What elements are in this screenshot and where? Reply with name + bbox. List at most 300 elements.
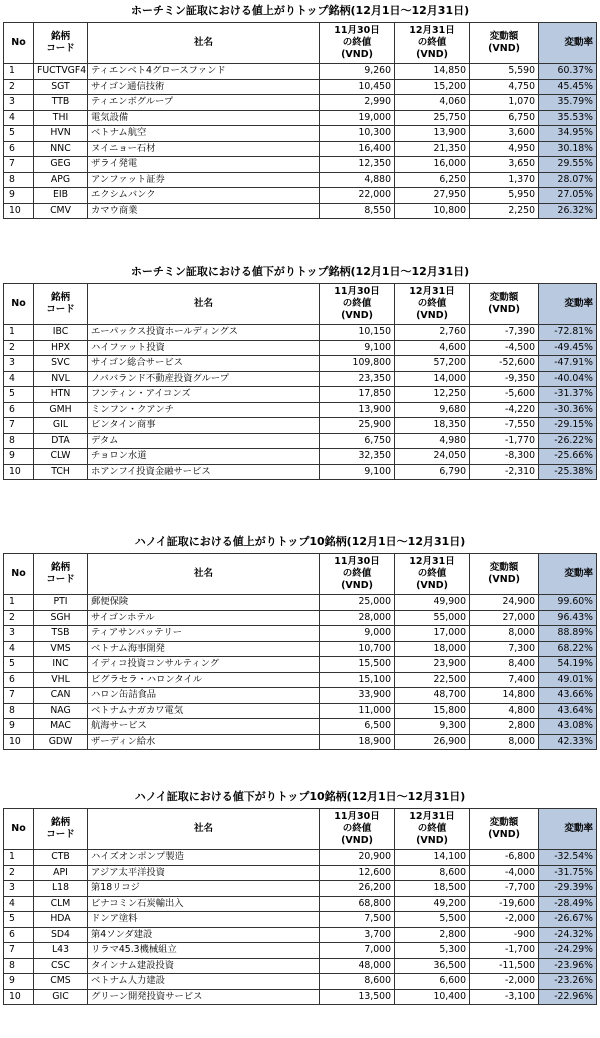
row-no: 6 bbox=[4, 141, 34, 157]
row-no: 10 bbox=[4, 989, 34, 1005]
stock-code: TTB bbox=[34, 95, 88, 111]
change-rate: 26.32% bbox=[539, 203, 597, 219]
row-no: 3 bbox=[4, 626, 34, 642]
close-nov30: 25,000 bbox=[320, 595, 395, 611]
ranking-table bbox=[3, 283, 597, 480]
change-rate: -25.66% bbox=[539, 449, 597, 465]
change-rate: -49.45% bbox=[539, 340, 597, 356]
change-rate: -23.26% bbox=[539, 974, 597, 990]
change-amount: 7,400 bbox=[470, 672, 539, 688]
row-no: 7 bbox=[4, 943, 34, 959]
close-nov30: 25,900 bbox=[320, 418, 395, 434]
table-row bbox=[4, 703, 597, 719]
close-dec31: 5,500 bbox=[395, 912, 470, 928]
table-row bbox=[4, 371, 597, 387]
company-name: ベトナム海事開発 bbox=[88, 641, 320, 657]
table-row bbox=[4, 927, 597, 943]
change-rate: 49.01% bbox=[539, 672, 597, 688]
header-close-after: 12月31日 の終値 (VND) bbox=[395, 23, 470, 64]
company-name: ビナコミン石炭輸出入 bbox=[88, 896, 320, 912]
row-no: 9 bbox=[4, 188, 34, 204]
close-dec31: 14,000 bbox=[395, 371, 470, 387]
stock-code: TSB bbox=[34, 626, 88, 642]
change-amount: -1,770 bbox=[470, 433, 539, 449]
change-rate: 28.07% bbox=[539, 172, 597, 188]
company-name: エーパックス投資ホールディングス bbox=[88, 325, 320, 341]
row-no: 7 bbox=[4, 157, 34, 173]
change-amount: 2,800 bbox=[470, 719, 539, 735]
close-dec31: 10,400 bbox=[395, 989, 470, 1005]
stock-code: NNC bbox=[34, 141, 88, 157]
close-nov30: 12,600 bbox=[320, 865, 395, 881]
close-nov30: 33,900 bbox=[320, 688, 395, 704]
change-rate: 43.08% bbox=[539, 719, 597, 735]
company-name: サイゴン総合サービス bbox=[88, 356, 320, 372]
table-row bbox=[4, 325, 597, 341]
close-dec31: 5,300 bbox=[395, 943, 470, 959]
stock-code: PTI bbox=[34, 595, 88, 611]
ranking-table bbox=[3, 22, 597, 219]
close-dec31: 9,680 bbox=[395, 402, 470, 418]
table-row bbox=[4, 719, 597, 735]
row-no: 6 bbox=[4, 927, 34, 943]
change-rate: -22.96% bbox=[539, 989, 597, 1005]
change-rate: 27.05% bbox=[539, 188, 597, 204]
close-nov30: 10,150 bbox=[320, 325, 395, 341]
row-no: 1 bbox=[4, 850, 34, 866]
stock-code: HDA bbox=[34, 912, 88, 928]
change-rate: 29.55% bbox=[539, 157, 597, 173]
close-dec31: 25,750 bbox=[395, 110, 470, 126]
table-row bbox=[4, 203, 597, 219]
company-name: イディコ投資コンサルティング bbox=[88, 657, 320, 673]
change-rate: 43.66% bbox=[539, 688, 597, 704]
row-no: 7 bbox=[4, 418, 34, 434]
company-name: カマウ商業 bbox=[88, 203, 320, 219]
close-nov30: 9,000 bbox=[320, 626, 395, 642]
row-no: 10 bbox=[4, 464, 34, 480]
close-dec31: 6,600 bbox=[395, 974, 470, 990]
row-no: 5 bbox=[4, 912, 34, 928]
change-rate: -25.38% bbox=[539, 464, 597, 480]
company-name: デタム bbox=[88, 433, 320, 449]
close-dec31: 21,350 bbox=[395, 141, 470, 157]
row-no: 6 bbox=[4, 672, 34, 688]
close-dec31: 4,980 bbox=[395, 433, 470, 449]
change-amount: 27,000 bbox=[470, 610, 539, 626]
row-no: 2 bbox=[4, 79, 34, 95]
row-no: 8 bbox=[4, 703, 34, 719]
header-no: No bbox=[4, 809, 34, 850]
row-no: 3 bbox=[4, 881, 34, 897]
header-row bbox=[4, 809, 597, 850]
header-close-after: 12月31日 の終値 (VND) bbox=[395, 284, 470, 325]
close-dec31: 17,000 bbox=[395, 626, 470, 642]
table-row bbox=[4, 989, 597, 1005]
close-dec31: 48,700 bbox=[395, 688, 470, 704]
header-name: 社名 bbox=[88, 23, 320, 64]
close-nov30: 10,300 bbox=[320, 126, 395, 142]
company-name: 第18リコジ bbox=[88, 881, 320, 897]
change-amount: -1,700 bbox=[470, 943, 539, 959]
close-nov30: 68,800 bbox=[320, 896, 395, 912]
stock-code: HTN bbox=[34, 387, 88, 403]
company-name: ザライ発電 bbox=[88, 157, 320, 173]
row-no: 5 bbox=[4, 126, 34, 142]
table-row bbox=[4, 688, 597, 704]
close-dec31: 12,250 bbox=[395, 387, 470, 403]
change-amount: -8,300 bbox=[470, 449, 539, 465]
stock-code: NVL bbox=[34, 371, 88, 387]
table-row bbox=[4, 657, 597, 673]
change-amount: 5,590 bbox=[470, 64, 539, 80]
stock-code: FUCTVGF4 bbox=[34, 64, 88, 80]
close-dec31: 24,050 bbox=[395, 449, 470, 465]
close-dec31: 55,000 bbox=[395, 610, 470, 626]
close-dec31: 49,200 bbox=[395, 896, 470, 912]
company-name: 第4ソンダ建設 bbox=[88, 927, 320, 943]
row-no: 8 bbox=[4, 433, 34, 449]
row-no: 5 bbox=[4, 657, 34, 673]
company-name: リラマ45.3機械組立 bbox=[88, 943, 320, 959]
close-dec31: 15,200 bbox=[395, 79, 470, 95]
change-rate: 35.79% bbox=[539, 95, 597, 111]
header-no: No bbox=[4, 284, 34, 325]
company-name: ドンア塗料 bbox=[88, 912, 320, 928]
ranking-table bbox=[3, 553, 597, 750]
close-nov30: 11,000 bbox=[320, 703, 395, 719]
change-rate: 45.45% bbox=[539, 79, 597, 95]
close-dec31: 36,500 bbox=[395, 958, 470, 974]
change-amount: 8,000 bbox=[470, 626, 539, 642]
table-row bbox=[4, 912, 597, 928]
table-row bbox=[4, 595, 597, 611]
close-dec31: 14,100 bbox=[395, 850, 470, 866]
change-amount: 24,900 bbox=[470, 595, 539, 611]
table-row bbox=[4, 387, 597, 403]
stock-code: SGT bbox=[34, 79, 88, 95]
company-name: ノババランド不動産投資グループ bbox=[88, 371, 320, 387]
change-amount: -2,310 bbox=[470, 464, 539, 480]
row-no: 8 bbox=[4, 172, 34, 188]
close-nov30: 48,000 bbox=[320, 958, 395, 974]
close-nov30: 26,200 bbox=[320, 881, 395, 897]
header-code: 銘柄 コード bbox=[34, 809, 88, 850]
change-amount: 4,750 bbox=[470, 79, 539, 95]
change-rate: -30.36% bbox=[539, 402, 597, 418]
header-name: 社名 bbox=[88, 809, 320, 850]
header-row bbox=[4, 554, 597, 595]
row-no: 2 bbox=[4, 340, 34, 356]
section-title: ハノイ証取における値下がりトップ10銘柄(12月1日～12月31日) bbox=[134, 790, 466, 803]
stock-code: CAN bbox=[34, 688, 88, 704]
close-dec31: 2,760 bbox=[395, 325, 470, 341]
stock-code: APG bbox=[34, 172, 88, 188]
company-name: ハロン缶詰食品 bbox=[88, 688, 320, 704]
company-name: ベトナムナガカワ電気 bbox=[88, 703, 320, 719]
stock-code: HPX bbox=[34, 340, 88, 356]
row-no: 10 bbox=[4, 734, 34, 750]
header-row bbox=[4, 23, 597, 64]
stock-code: L43 bbox=[34, 943, 88, 959]
company-name: ビグラセラ・ハロンタイル bbox=[88, 672, 320, 688]
table-row bbox=[4, 881, 597, 897]
table-row bbox=[4, 188, 597, 204]
close-nov30: 9,100 bbox=[320, 464, 395, 480]
close-dec31: 49,900 bbox=[395, 595, 470, 611]
company-name: ハイファット投資 bbox=[88, 340, 320, 356]
stock-code: THI bbox=[34, 110, 88, 126]
row-no: 8 bbox=[4, 958, 34, 974]
close-dec31: 57,200 bbox=[395, 356, 470, 372]
close-dec31: 15,800 bbox=[395, 703, 470, 719]
change-rate: -24.29% bbox=[539, 943, 597, 959]
table-row bbox=[4, 958, 597, 974]
company-name: サイゴンホテル bbox=[88, 610, 320, 626]
row-no: 4 bbox=[4, 110, 34, 126]
company-name: ティエンボグループ bbox=[88, 95, 320, 111]
row-no: 9 bbox=[4, 449, 34, 465]
table-row bbox=[4, 141, 597, 157]
row-no: 6 bbox=[4, 402, 34, 418]
header-name: 社名 bbox=[88, 284, 320, 325]
close-nov30: 19,000 bbox=[320, 110, 395, 126]
stock-code: GDW bbox=[34, 734, 88, 750]
close-nov30: 15,500 bbox=[320, 657, 395, 673]
stock-code: IBC bbox=[34, 325, 88, 341]
close-dec31: 14,850 bbox=[395, 64, 470, 80]
stock-code: CMV bbox=[34, 203, 88, 219]
table-row bbox=[4, 418, 597, 434]
row-no: 3 bbox=[4, 356, 34, 372]
header-name: 社名 bbox=[88, 554, 320, 595]
table-row bbox=[4, 172, 597, 188]
company-name: 航海サービス bbox=[88, 719, 320, 735]
close-nov30: 20,900 bbox=[320, 850, 395, 866]
row-no: 2 bbox=[4, 610, 34, 626]
table-row bbox=[4, 449, 597, 465]
change-amount: -2,000 bbox=[470, 974, 539, 990]
table-row bbox=[4, 433, 597, 449]
stock-code: L18 bbox=[34, 881, 88, 897]
company-name: ホアンフイ投資金融サービス bbox=[88, 464, 320, 480]
stock-code: INC bbox=[34, 657, 88, 673]
header-change: 変動額 (VND) bbox=[470, 284, 539, 325]
stock-code: SVC bbox=[34, 356, 88, 372]
close-nov30: 7,000 bbox=[320, 943, 395, 959]
change-amount: 8,400 bbox=[470, 657, 539, 673]
stock-code: GMH bbox=[34, 402, 88, 418]
header-rate: 変動率 bbox=[539, 23, 597, 64]
row-no: 4 bbox=[4, 641, 34, 657]
close-dec31: 8,600 bbox=[395, 865, 470, 881]
table-row bbox=[4, 734, 597, 750]
header-close-before: 11月30日 の終値 (VND) bbox=[320, 284, 395, 325]
close-dec31: 27,950 bbox=[395, 188, 470, 204]
stock-code: GIC bbox=[34, 989, 88, 1005]
stock-code: GEG bbox=[34, 157, 88, 173]
table-row bbox=[4, 126, 597, 142]
row-no: 4 bbox=[4, 896, 34, 912]
close-nov30: 109,800 bbox=[320, 356, 395, 372]
company-name: タインナム建設投資 bbox=[88, 958, 320, 974]
stock-code: GIL bbox=[34, 418, 88, 434]
close-nov30: 7,500 bbox=[320, 912, 395, 928]
header-code: 銘柄 コード bbox=[34, 284, 88, 325]
header-code: 銘柄 コード bbox=[34, 23, 88, 64]
change-amount: -7,700 bbox=[470, 881, 539, 897]
change-rate: -24.32% bbox=[539, 927, 597, 943]
table-row bbox=[4, 356, 597, 372]
stock-code: VMS bbox=[34, 641, 88, 657]
company-name: 電気設備 bbox=[88, 110, 320, 126]
header-close-before: 11月30日 の終値 (VND) bbox=[320, 809, 395, 850]
row-no: 4 bbox=[4, 371, 34, 387]
table-row bbox=[4, 79, 597, 95]
change-amount: -7,550 bbox=[470, 418, 539, 434]
company-name: アジア太平洋投資 bbox=[88, 865, 320, 881]
header-close-before: 11月30日 の終値 (VND) bbox=[320, 554, 395, 595]
company-name: チョロン水道 bbox=[88, 449, 320, 465]
stock-code: NAG bbox=[34, 703, 88, 719]
close-dec31: 6,790 bbox=[395, 464, 470, 480]
close-dec31: 22,500 bbox=[395, 672, 470, 688]
close-dec31: 6,250 bbox=[395, 172, 470, 188]
company-name: ティエンベト4グロースファンド bbox=[88, 64, 320, 80]
table-row bbox=[4, 641, 597, 657]
close-nov30: 13,500 bbox=[320, 989, 395, 1005]
row-no: 1 bbox=[4, 325, 34, 341]
close-dec31: 9,300 bbox=[395, 719, 470, 735]
ranking-section bbox=[0, 531, 600, 750]
change-rate: 54.19% bbox=[539, 657, 597, 673]
header-no: No bbox=[4, 23, 34, 64]
change-amount: 14,800 bbox=[470, 688, 539, 704]
change-rate: 99.60% bbox=[539, 595, 597, 611]
close-nov30: 4,880 bbox=[320, 172, 395, 188]
company-name: サイゴン通信技術 bbox=[88, 79, 320, 95]
change-amount: -2,000 bbox=[470, 912, 539, 928]
header-rate: 変動率 bbox=[539, 554, 597, 595]
table-row bbox=[4, 110, 597, 126]
change-amount: -19,600 bbox=[470, 896, 539, 912]
close-dec31: 10,800 bbox=[395, 203, 470, 219]
header-row bbox=[4, 284, 597, 325]
change-rate: 68.22% bbox=[539, 641, 597, 657]
close-dec31: 18,350 bbox=[395, 418, 470, 434]
close-nov30: 10,700 bbox=[320, 641, 395, 657]
table-row bbox=[4, 157, 597, 173]
close-nov30: 9,100 bbox=[320, 340, 395, 356]
change-amount: 8,000 bbox=[470, 734, 539, 750]
ranking-table bbox=[3, 808, 597, 1005]
stock-code: CLW bbox=[34, 449, 88, 465]
change-rate: -26.22% bbox=[539, 433, 597, 449]
row-no: 7 bbox=[4, 688, 34, 704]
close-nov30: 9,260 bbox=[320, 64, 395, 80]
header-change: 変動額 (VND) bbox=[470, 809, 539, 850]
change-amount: -4,500 bbox=[470, 340, 539, 356]
header-close-before: 11月30日 の終値 (VND) bbox=[320, 23, 395, 64]
table-row bbox=[4, 896, 597, 912]
stock-code: MAC bbox=[34, 719, 88, 735]
close-nov30: 32,350 bbox=[320, 449, 395, 465]
row-no: 10 bbox=[4, 203, 34, 219]
change-amount: -6,800 bbox=[470, 850, 539, 866]
row-no: 3 bbox=[4, 95, 34, 111]
row-no: 9 bbox=[4, 719, 34, 735]
change-rate: -32.54% bbox=[539, 850, 597, 866]
change-amount: -4,220 bbox=[470, 402, 539, 418]
change-rate: -47.91% bbox=[539, 356, 597, 372]
change-amount: 4,950 bbox=[470, 141, 539, 157]
ranking-section bbox=[0, 0, 600, 219]
change-rate: 35.53% bbox=[539, 110, 597, 126]
stock-code: CMS bbox=[34, 974, 88, 990]
table-row bbox=[4, 865, 597, 881]
stock-code: SGH bbox=[34, 610, 88, 626]
company-name: ビンタイン商事 bbox=[88, 418, 320, 434]
change-amount: -52,600 bbox=[470, 356, 539, 372]
company-name: フンティン・アイコンズ bbox=[88, 387, 320, 403]
section-title: ホーチミン証取における値下がりトップ銘柄(12月1日～12月31日) bbox=[130, 265, 470, 278]
change-rate: 43.64% bbox=[539, 703, 597, 719]
close-nov30: 16,400 bbox=[320, 141, 395, 157]
change-rate: -28.49% bbox=[539, 896, 597, 912]
row-no: 5 bbox=[4, 387, 34, 403]
change-amount: -11,500 bbox=[470, 958, 539, 974]
change-amount: 1,070 bbox=[470, 95, 539, 111]
change-rate: -40.04% bbox=[539, 371, 597, 387]
change-rate: 42.33% bbox=[539, 734, 597, 750]
change-amount: -900 bbox=[470, 927, 539, 943]
company-name: ヌイニョー石材 bbox=[88, 141, 320, 157]
company-name: ハイズオンポンプ製造 bbox=[88, 850, 320, 866]
table-row bbox=[4, 626, 597, 642]
header-code: 銘柄 コード bbox=[34, 554, 88, 595]
close-nov30: 18,900 bbox=[320, 734, 395, 750]
company-name: ベトナム人力建設 bbox=[88, 974, 320, 990]
company-name: ティアサンバッテリー bbox=[88, 626, 320, 642]
close-nov30: 13,900 bbox=[320, 402, 395, 418]
change-rate: 30.18% bbox=[539, 141, 597, 157]
table-row bbox=[4, 464, 597, 480]
stock-code: CSC bbox=[34, 958, 88, 974]
table-row bbox=[4, 64, 597, 80]
company-name: 郵便保険 bbox=[88, 595, 320, 611]
close-nov30: 15,100 bbox=[320, 672, 395, 688]
header-rate: 変動率 bbox=[539, 809, 597, 850]
header-change: 変動額 (VND) bbox=[470, 554, 539, 595]
change-rate: -29.39% bbox=[539, 881, 597, 897]
change-amount: -4,000 bbox=[470, 865, 539, 881]
close-dec31: 23,900 bbox=[395, 657, 470, 673]
table-row bbox=[4, 340, 597, 356]
stock-code: EIB bbox=[34, 188, 88, 204]
close-dec31: 18,500 bbox=[395, 881, 470, 897]
stock-code: DTA bbox=[34, 433, 88, 449]
ranking-section bbox=[0, 786, 600, 1005]
change-rate: 34.95% bbox=[539, 126, 597, 142]
table-row bbox=[4, 610, 597, 626]
company-name: アンファット証券 bbox=[88, 172, 320, 188]
close-dec31: 18,000 bbox=[395, 641, 470, 657]
change-amount: 4,800 bbox=[470, 703, 539, 719]
change-amount: 3,600 bbox=[470, 126, 539, 142]
close-dec31: 16,000 bbox=[395, 157, 470, 173]
close-nov30: 17,850 bbox=[320, 387, 395, 403]
close-nov30: 8,600 bbox=[320, 974, 395, 990]
